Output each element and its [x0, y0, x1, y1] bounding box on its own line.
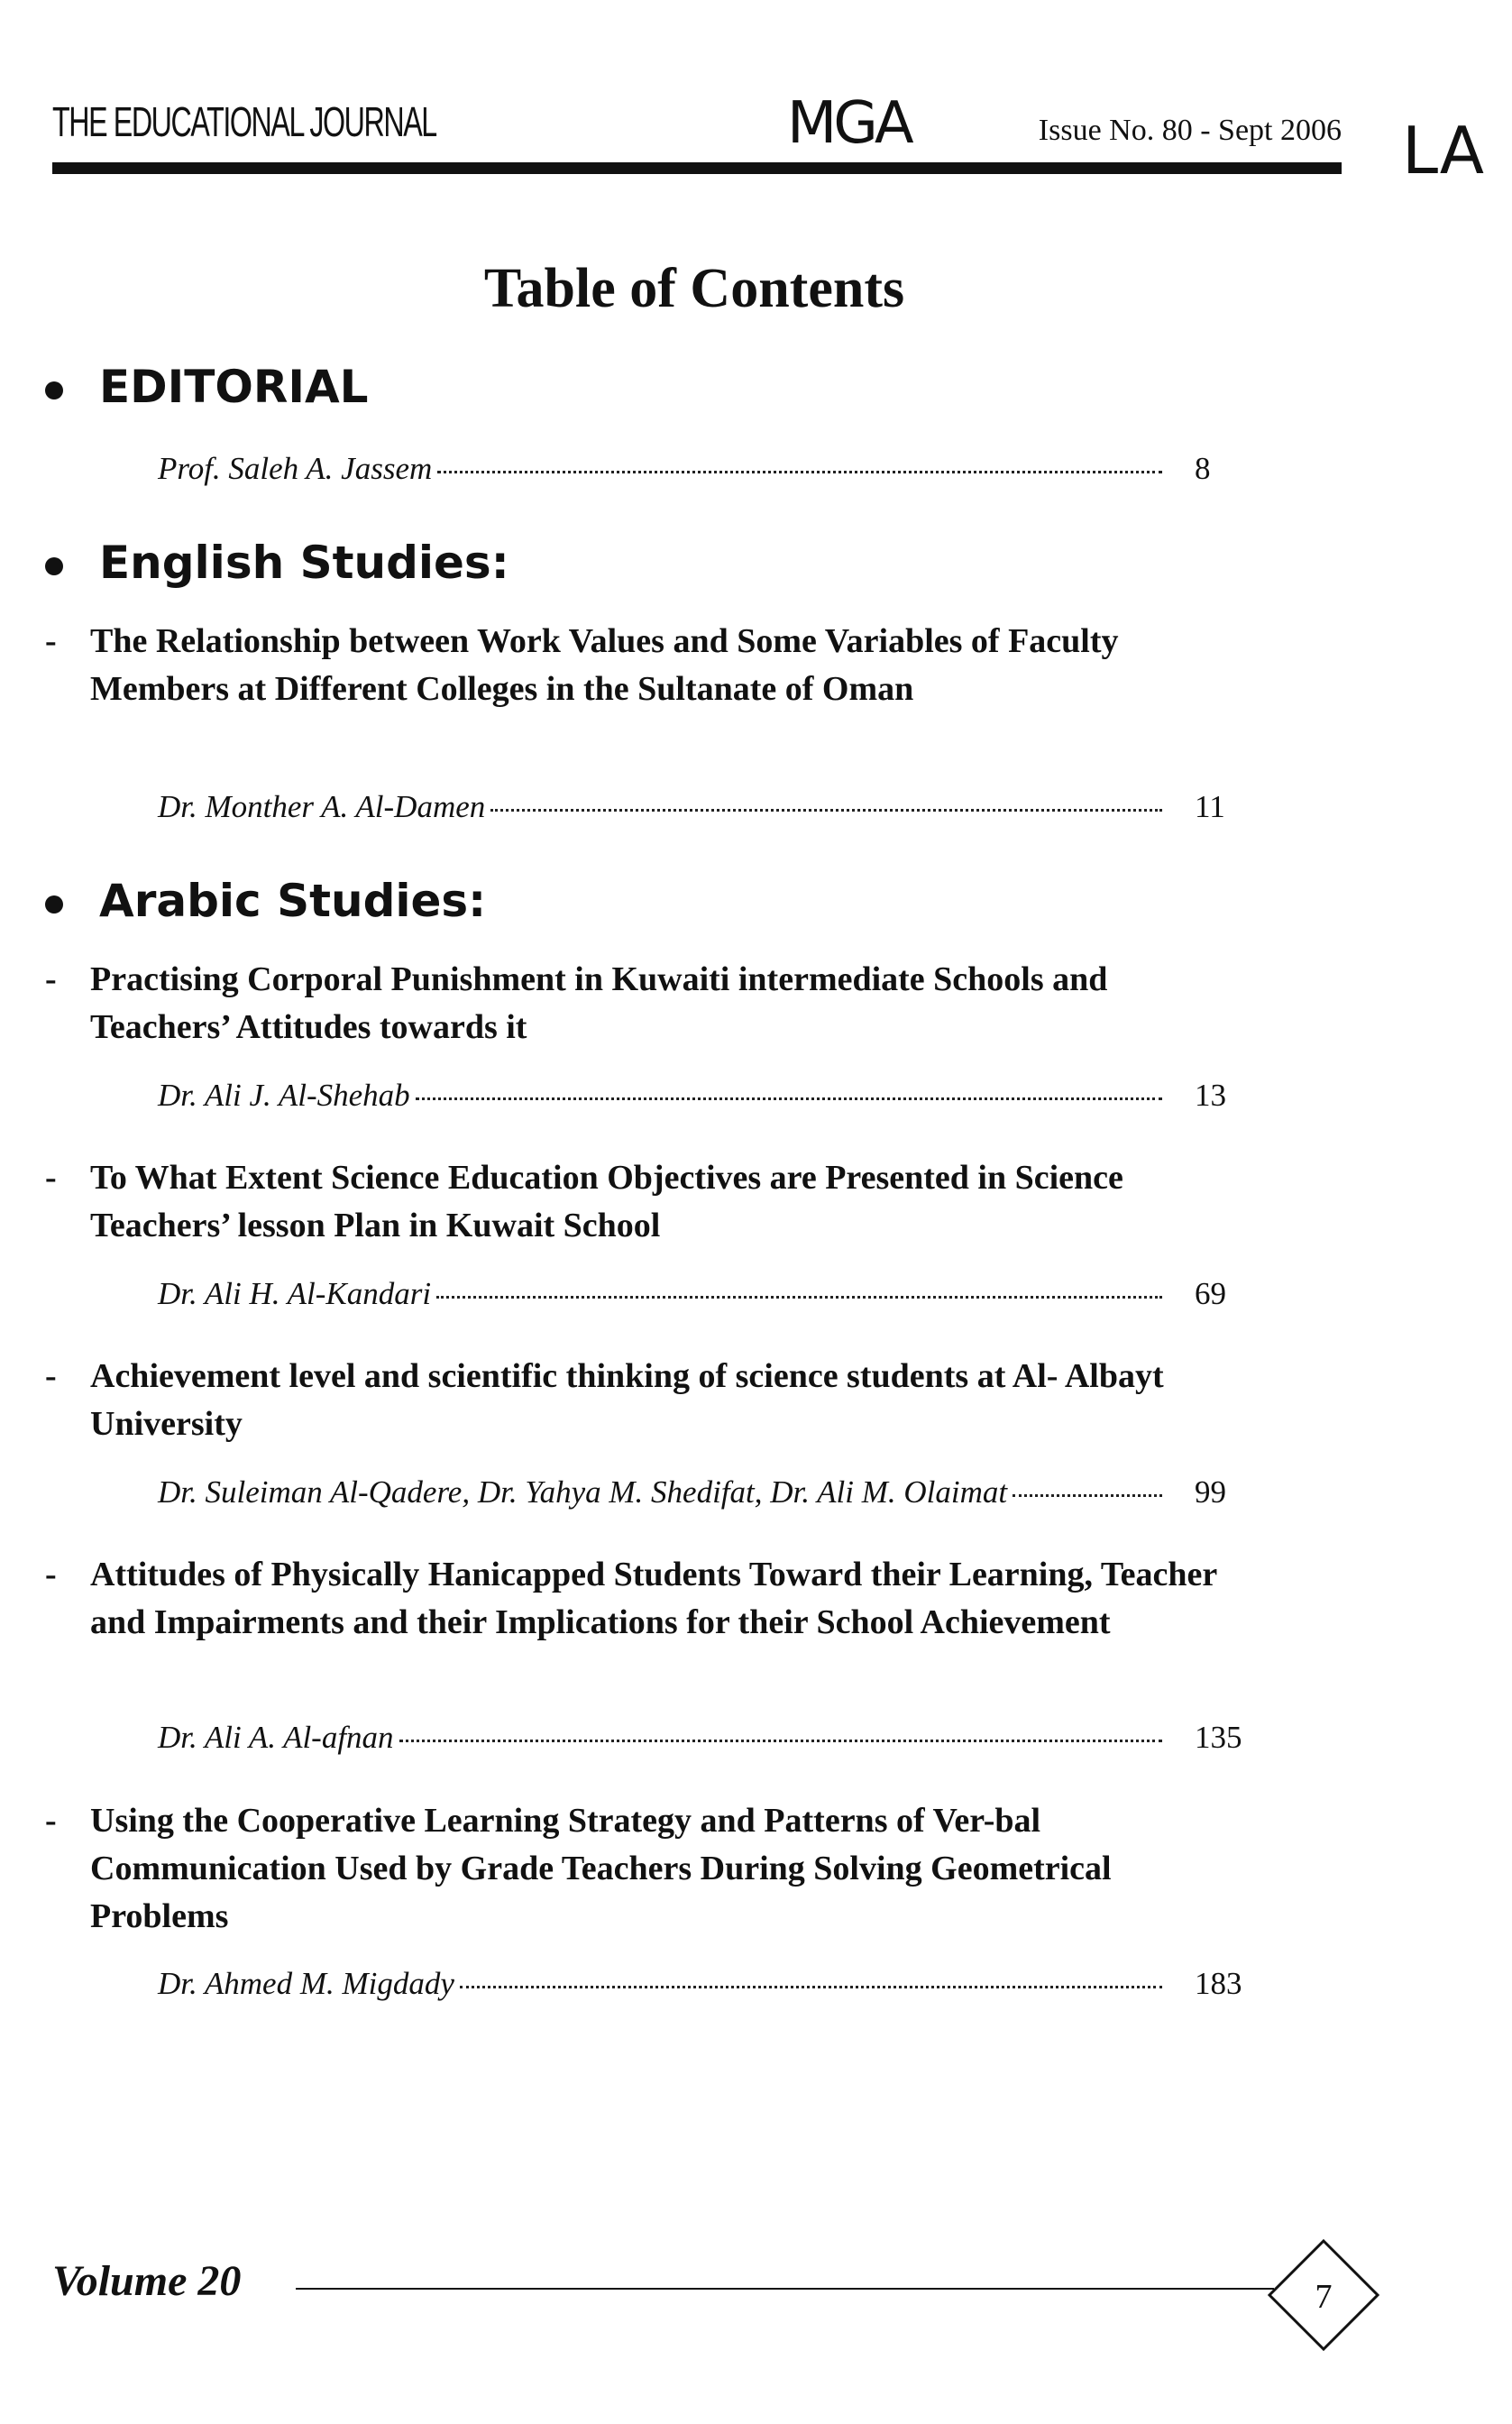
- page-title: Table of Contents: [483, 258, 905, 319]
- bullet-icon: [45, 557, 63, 575]
- dot-leader: [399, 1740, 1162, 1742]
- handwritten-annotation-right: LA: [1402, 113, 1485, 188]
- page-number: 8: [1195, 451, 1211, 486]
- journal-name: THE EDUCATIONAL JOURNAL: [52, 98, 436, 145]
- author: Dr. Ali J. Al-Shehab: [158, 1078, 410, 1113]
- article-title: - Practising Corporal Punishment in Kuwaiti intermediate Schools and Teachers’ Attitudes towards it: [45, 960, 1108, 1046]
- section-heading-editorial: EDITORIAL: [45, 361, 369, 413]
- page-header: [52, 90, 1342, 171]
- header-rule: [52, 162, 1342, 174]
- author: Dr. Suleiman Al-Qadere, Dr. Yahya M. Shedifat, Dr. Ali M. Olaimat: [158, 1474, 1008, 1510]
- author: Prof. Saleh A. Jassem: [158, 451, 433, 486]
- dot-leader: [416, 1097, 1162, 1100]
- dot-leader: [436, 1296, 1162, 1299]
- page-number: 69: [1195, 1276, 1226, 1311]
- article-title: - The Relationship between Work Values and Some Variables of Faculty Members at Different Colleges in the Sultanate of Oman: [45, 622, 1119, 708]
- toc-entry: [158, 1474, 1249, 1510]
- section-heading-english: English Studies:: [45, 537, 509, 589]
- dot-leader: [460, 1986, 1162, 1988]
- volume-label: Volume 20: [52, 2257, 242, 2305]
- page-number: 99: [1195, 1474, 1226, 1510]
- article-title: - Using the Cooperative Learning Strategy and Patterns of Ver-bal Communication Used by Grade Teachers During Solving Geometrical Problems: [45, 1802, 1112, 1935]
- page-footer: [52, 2236, 1351, 2336]
- author: Dr. Monther A. Al-Damen: [158, 789, 486, 824]
- issue-info: Issue No. 80 - Sept 2006: [1038, 114, 1342, 147]
- dot-leader: [437, 471, 1162, 473]
- handwritten-annotation-center: MGA: [787, 90, 911, 157]
- dot-leader: [490, 809, 1162, 812]
- footer-rule: [296, 2288, 1274, 2290]
- article-title: - Achievement level and scientific thinking of science students at Al- Albayt University: [45, 1357, 1164, 1443]
- author: Dr. Ahmed M. Migdady: [158, 1966, 454, 2001]
- toc-entry: [158, 1720, 1249, 1756]
- toc-entry: [158, 1276, 1249, 1312]
- page-number-footer: 7: [1315, 2278, 1333, 2316]
- toc-entry: [158, 451, 1249, 487]
- bullet-icon: [45, 381, 63, 399]
- article-title: - Attitudes of Physically Hanicapped Students Toward their Learning, Teacher and Impairments and their Implications for their School Achievement: [45, 1556, 1217, 1641]
- author: Dr. Ali H. Al-Kandari: [158, 1276, 432, 1311]
- toc-entry: [158, 1078, 1249, 1114]
- page-number: 183: [1195, 1966, 1242, 2001]
- toc-entry: [158, 1966, 1249, 2002]
- page-number: 13: [1195, 1078, 1226, 1113]
- toc-entry: [158, 789, 1249, 825]
- article-title: - To What Extent Science Education Objectives are Presented in Science Teachers’ lesson Plan in Kuwait School: [45, 1159, 1123, 1244]
- section-heading-arabic: Arabic Studies:: [45, 875, 486, 927]
- dot-leader: [1013, 1494, 1162, 1497]
- bullet-icon: [45, 895, 63, 914]
- page-number: 135: [1195, 1720, 1242, 1755]
- page-number: 11: [1195, 789, 1225, 824]
- author: Dr. Ali A. Al-afnan: [158, 1720, 394, 1755]
